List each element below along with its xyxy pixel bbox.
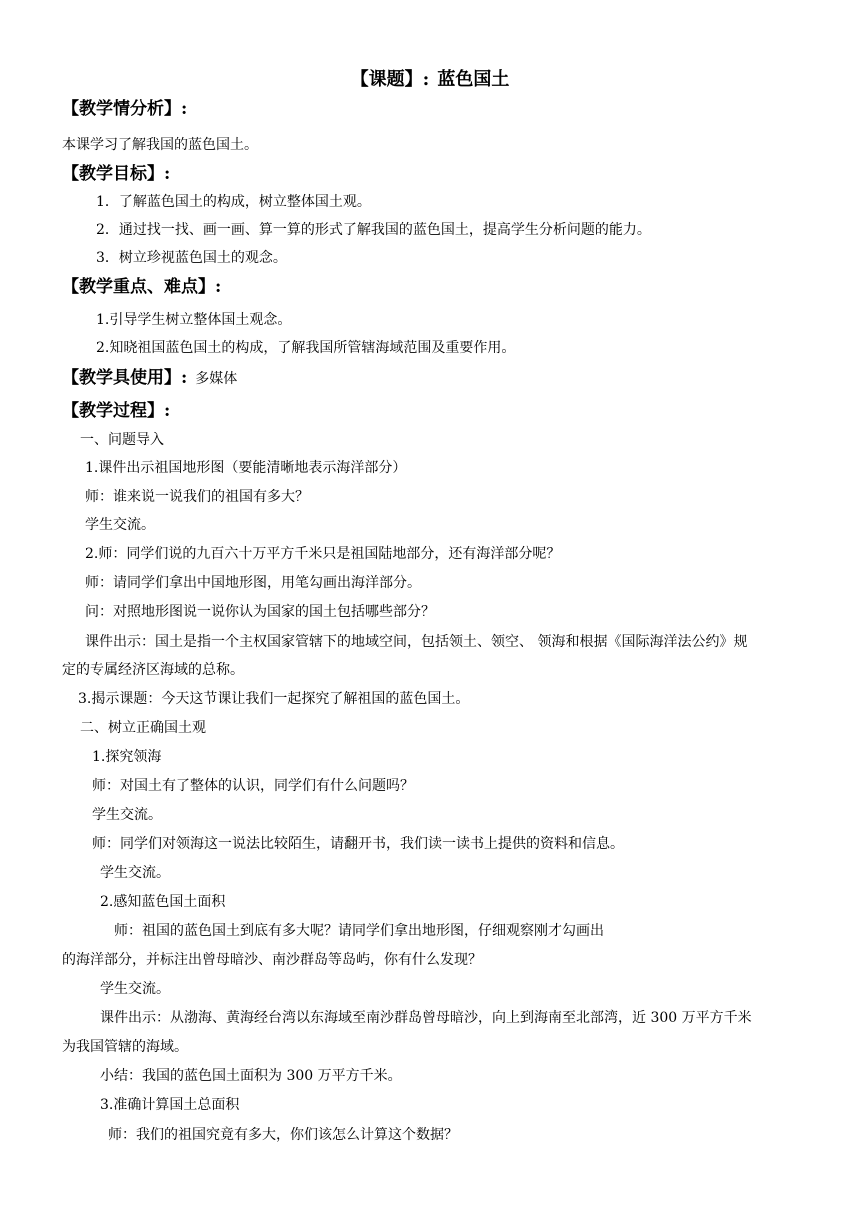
goals-heading: 【教学目标】: — [62, 164, 171, 184]
process-line: 课件出示：从渤海、黄海经台湾以东海域至南沙群岛曾母暗沙，向上到海南至北部湾，近 300 万平方千米 — [100, 1010, 752, 1026]
process-line: 2.感知蓝色国土面积 — [100, 894, 226, 910]
analysis-text: 本课学习了解我国的蓝色国土。 — [62, 137, 258, 153]
process-line: 学生交流。 — [85, 517, 155, 533]
key-point-item: 2.知晓祖国蓝色国土的构成，了解我国所管辖海域范围及重要作用。 — [96, 340, 516, 356]
process-heading: 【教学过程】: — [62, 401, 171, 421]
process-line: 3.准确计算国土总面积 — [100, 1097, 240, 1113]
lesson-title-text: 蓝色国土 — [437, 69, 510, 90]
process-line: 定的专属经济区海域的总称。 — [62, 662, 244, 678]
analysis-heading: 【教学情分析】: — [62, 99, 188, 119]
process-line: 的海洋部分，并标注出曾母暗沙、南沙群岛等岛屿，你有什么发现？ — [62, 952, 482, 968]
process-line: 1.课件出示祖国地形图（要能清晰地表示海洋部分） — [85, 460, 407, 476]
process-line: 1.探究领海 — [92, 749, 162, 765]
process-line: 师：祖国的蓝色国土到底有多大呢？请同学们拿出地形图，仔细观察刚才勾画出 — [114, 923, 604, 939]
lesson-title-label: 【课题】: — [350, 69, 430, 90]
tools-heading-label: 【教学具使用】: — [62, 368, 188, 388]
key-point-item: 1.引导学生树立整体国土观念。 — [96, 312, 292, 328]
process-line: 课件出示：国土是指一个主权国家管辖下的地域空间，包括领土、领空、 领海和根据《国际海洋法公约》规 — [85, 634, 748, 650]
process-line: 师：我们的祖国究竟有多大，你们该怎么计算这个数据？ — [108, 1127, 458, 1143]
tools-heading — [62, 367, 237, 390]
process-line: 为我国管辖的海域。 — [62, 1039, 188, 1055]
process-line: 学生交流。 — [100, 865, 170, 881]
process-line: 师：请同学们拿出中国地形图，用笔勾画出海洋部分。 — [85, 575, 421, 591]
process-line: 师：同学们对领海这一说法比较陌生，请翻开书，我们读一读书上提供的资料和信息。 — [92, 836, 624, 852]
process-line: 2.师：同学们说的九百六十万平方千米只是祖国陆地部分，还有海洋部分呢？ — [85, 546, 561, 562]
process-line: 师：对国土有了整体的认识，同学们有什么问题吗？ — [92, 778, 414, 794]
process-section-title: 一、问题导入 — [80, 432, 164, 448]
process-section-title: 二、树立正确国土观 — [80, 720, 206, 736]
tools-text: 多媒体 — [195, 371, 238, 387]
lesson-title — [0, 68, 860, 92]
process-line: 学生交流。 — [100, 981, 170, 997]
process-line: 小结：我国的蓝色国土面积为 300 万平方千米。 — [100, 1068, 402, 1084]
key-points-heading: 【教学重点、难点】: — [62, 277, 222, 297]
process-line: 问：对照地形图说一说你认为国家的国土包括哪些部分？ — [85, 604, 435, 620]
process-line: 师：谁来说一说我们的祖国有多大？ — [85, 489, 309, 505]
process-line: 学生交流。 — [92, 807, 162, 823]
process-line: 3.揭示课题：今天这节课让我们一起探究了解祖国的蓝色国土。 — [78, 691, 470, 707]
goal-item: 1．了解蓝色国土的构成，树立整体国土观。 — [96, 194, 371, 210]
goal-item: 2．通过找一找、画一画、算一算的形式了解我国的蓝色国土，提高学生分析问题的能力。 — [96, 222, 651, 238]
goal-item: 3．树立珍视蓝色国土的观念。 — [96, 250, 287, 266]
